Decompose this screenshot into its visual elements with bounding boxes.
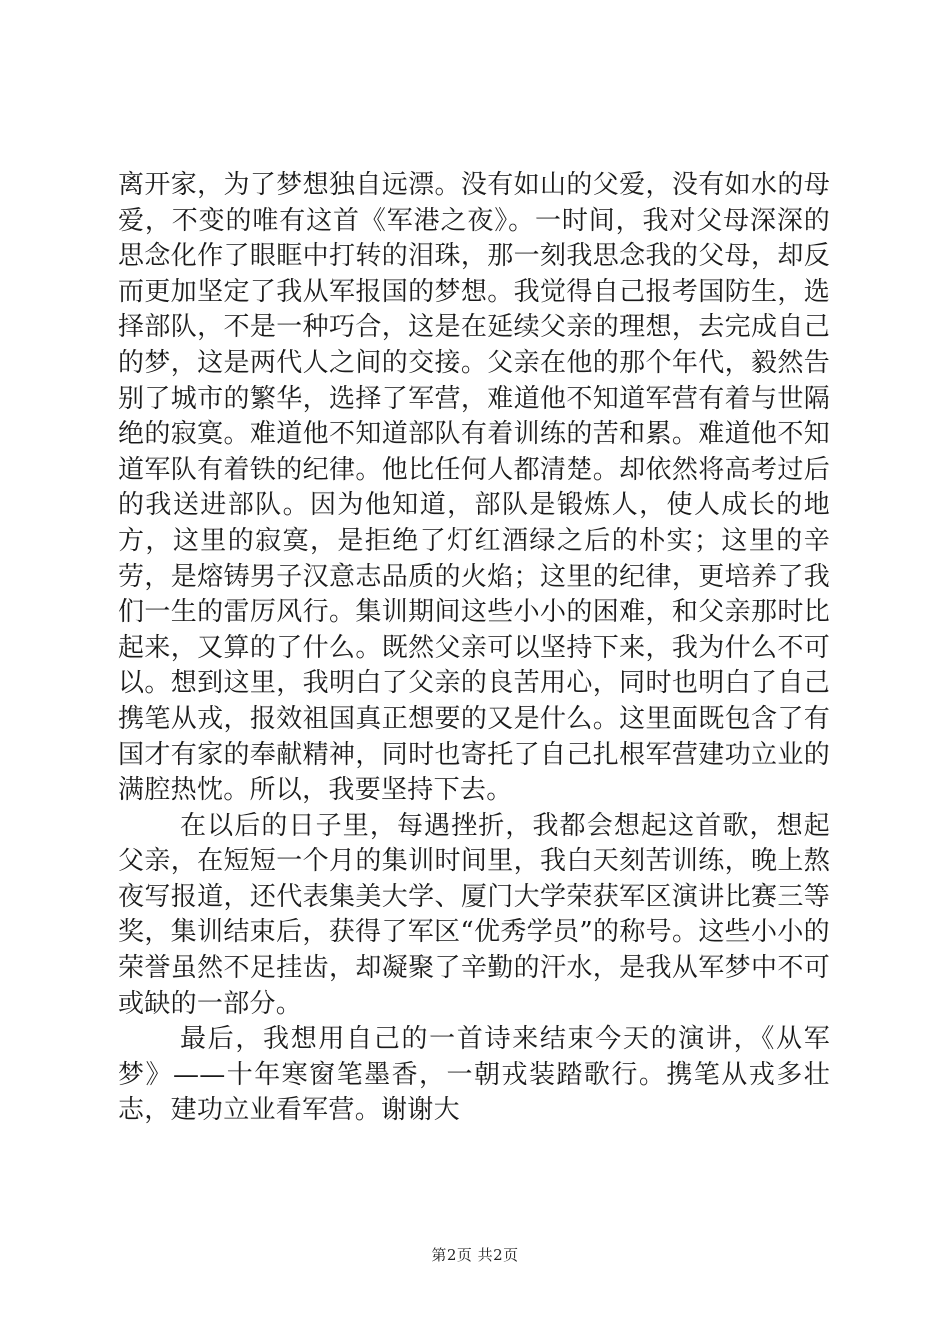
paragraph-3: 最后，我想用自己的一首诗来结束今天的演讲，《从军梦》——十年寒窗笔墨香，一朝戎装踏歌行。携笔从戎多壮志，建功立业看军营。谢谢大 — [118, 1024, 830, 1126]
paragraph-2: 在以后的日子里，每遇挫折，我都会想起这首歌，想起父亲，在短短一个月的集训时间里，我白天刻苦训练，晚上熬夜写报道，还代表集美大学、厦门大学荣获军区演讲比赛三等奖，集训结束后，获得了军区“优秀学员”的称号。这些小小的荣誉虽然不足挂齿，却凝聚了辛勤的汗水，是我从军梦中不可或缺的一部分。 — [118, 810, 830, 1019]
page-number-footer: 第2页 共2页 — [431, 1246, 519, 1264]
paragraph-1: 离开家，为了梦想独自远漂。没有如山的父爱，没有如水的母爱，不变的唯有这首《军港之夜》。一时间，我对父母深深的思念化作了眼眶中打转的泪珠，那一刻我思念我的父母，却反而更加坚定了我从军报国的梦想。我觉得自己报考国防生，选择部队，不是一种巧合，这是在延续父亲的理想，去完成自己的梦，这是两代人之间的交接。父亲在他的那个年代，毅然告别了城市的繁华，选择了军营，难道他不知道军营有着与世隔绝的寂寞。难道他不知道部队有着训练的苦和累。难道他不知道军队有着铁的纪律。他比任何人都清楚。却依然将高考过后的我送进部队。因为他知道，部队是锻炼人，使人成长的地方，这里的寂寞，是拒绝了灯红酒绿之后的朴实；这里的辛劳，是熔铸男子汉意志品质的火焰；这里的纪律，更培养了我们一生的雷厉风行。集训期间这些小小的困难，和父亲那时比起来，又算的了什么。既然父亲可以坚持下来，我为什么不可以。想到这里，我明白了父亲的良苦用心，同时也明白了自己携笔从戎，报效祖国真正想要的又是什么。这里面既包含了有国才有家的奉献精神，同时也寄托了自己扎根军营建功立业的满腔热忱。所以，我要坚持下去。 — [118, 170, 830, 806]
document-body — [118, 168, 830, 1129]
